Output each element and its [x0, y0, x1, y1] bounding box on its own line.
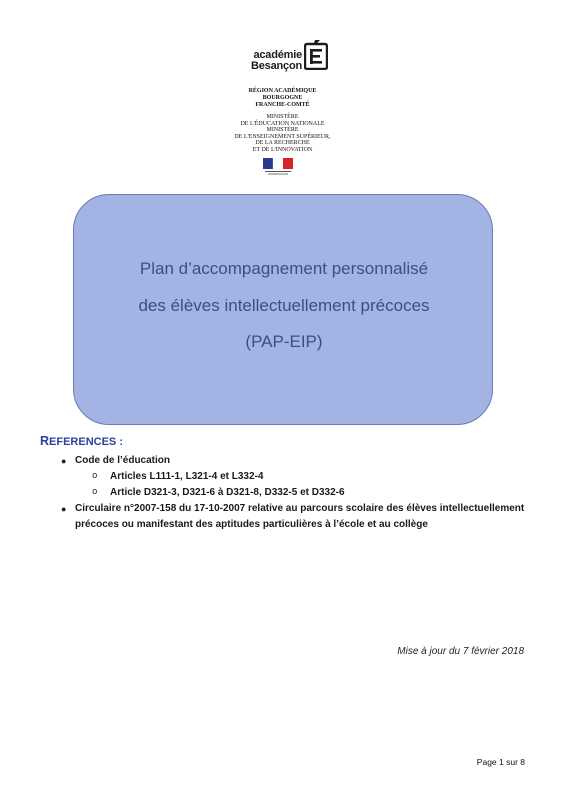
circle-bullet-icon: o — [92, 471, 98, 481]
logo-line-2: Besançon — [251, 60, 302, 72]
ministry-line: MINISTÈRE — [266, 114, 299, 120]
ministry-line: MINISTÈRE — [266, 127, 299, 133]
update-date: Mise à jour du 7 février 2018 — [397, 646, 524, 657]
page-number: Page 1 sur 8 — [476, 757, 525, 767]
bullet-icon: ● — [61, 504, 67, 514]
sub-list-item: Article D321-3, D321-6 à D321-8, D332-5 et D332-6 — [110, 487, 345, 498]
heading-initial: R — [40, 434, 50, 448]
region-line: BOURGOGNE — [262, 95, 303, 101]
ministry-line: ET DE L'INNOVATION — [252, 146, 313, 153]
heading-rest: EFERENCES : — [49, 436, 123, 448]
bullet-icon: ● — [61, 456, 67, 466]
list-item-continuation: précoces ou manifestant des aptitudes particulières à l’école et au collège — [75, 519, 428, 530]
list-item: Code de l’éducation — [75, 455, 171, 466]
circle-bullet-icon: o — [92, 487, 98, 497]
title-line-2: des élèves intellectuellement précoces — [138, 296, 430, 315]
region-line: RÉGION ACADÉMIQUE — [248, 88, 317, 94]
ministry-line: DE LA RECHERCHE — [255, 140, 310, 146]
list-item: Circulaire n°2007-158 du 17-10-2007 relative au parcours scolaire des élèves intellectuellement — [75, 503, 525, 514]
title-line-3: (PAP-EIP) — [245, 332, 323, 351]
ministry-line: DE L'ENSEIGNEMENT SUPÉRIEUR, — [234, 133, 331, 140]
sub-list-item: Articles L111-1, L321-4 et L332-4 — [110, 471, 264, 482]
region-line: FRANCHE-COMTÉ — [255, 102, 310, 108]
logo-line-1: académie — [253, 49, 302, 61]
title-line-1: Plan d’accompagnement personnalisé — [139, 259, 429, 278]
ministry-line: DE L'ÉDUCATION NATIONALE — [240, 120, 325, 127]
